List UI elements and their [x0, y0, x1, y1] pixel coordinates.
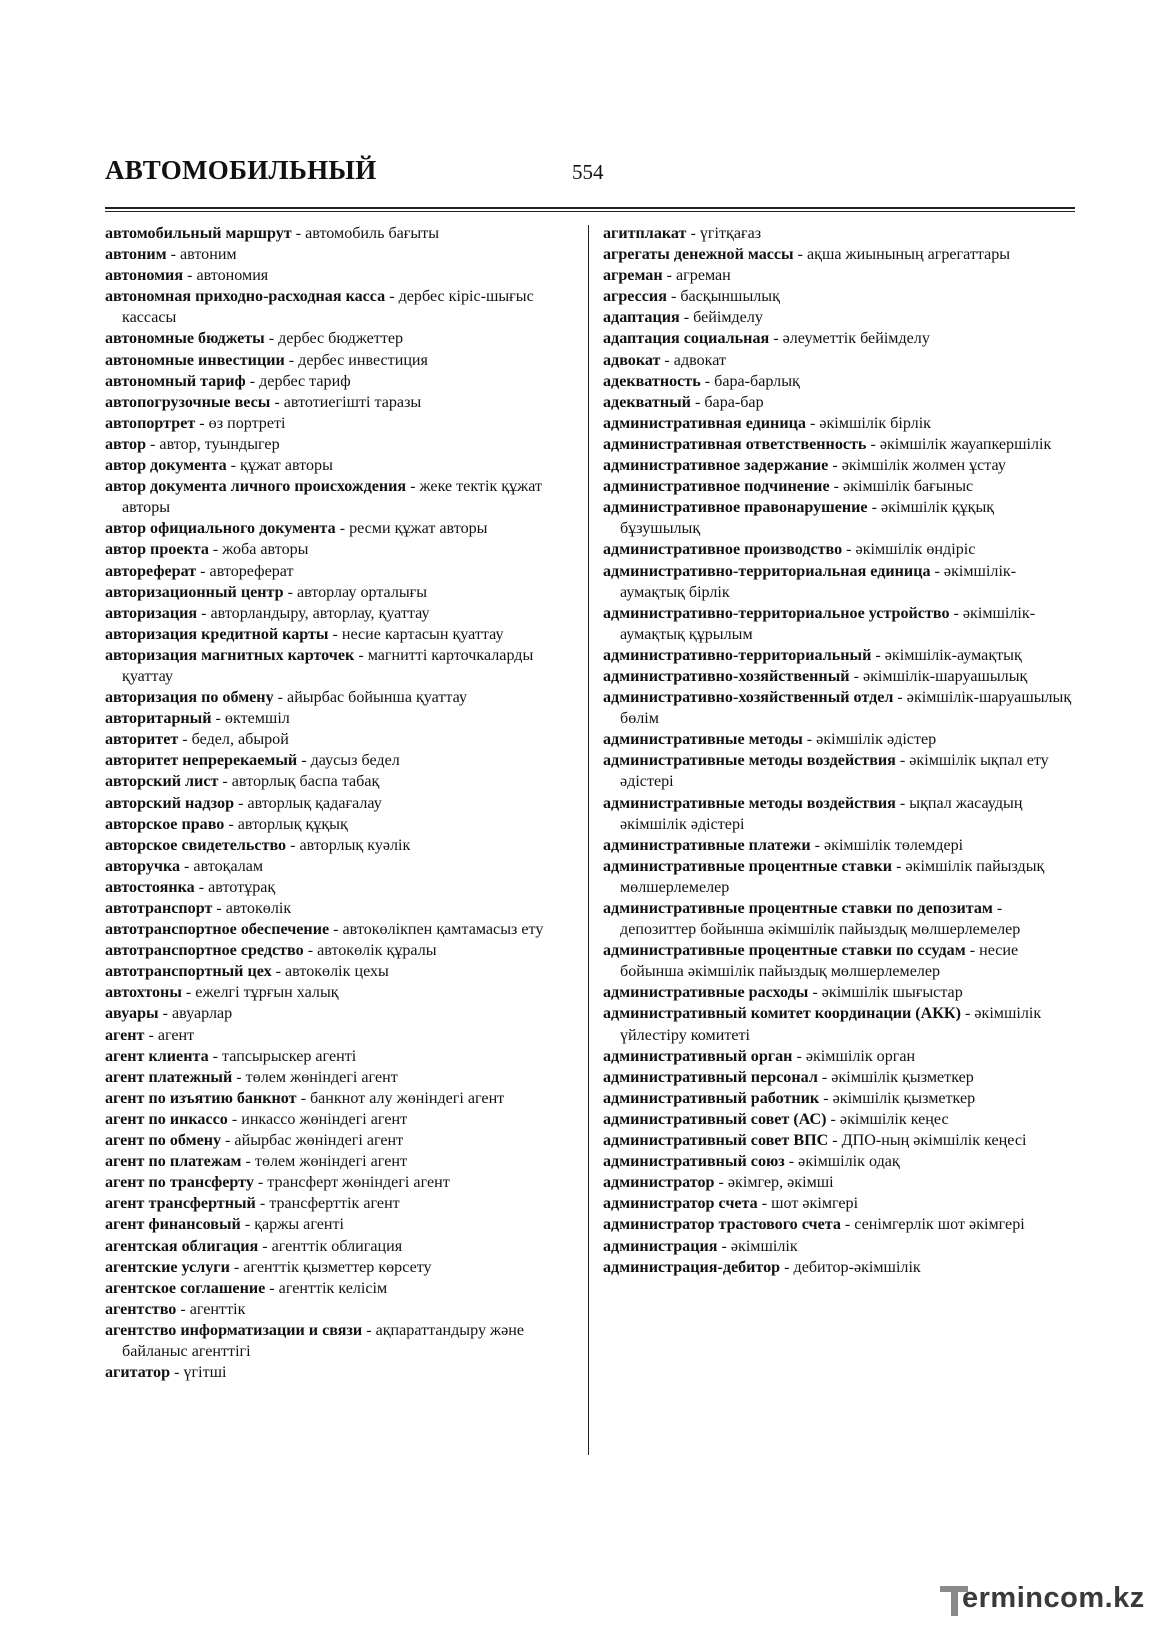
dictionary-entry — [105, 1320, 575, 1362]
entry-definition: - сенiмгерлiк шот әкiмгерi — [840, 1216, 1025, 1234]
dictionary-entry — [105, 1299, 575, 1320]
entry-term: административное подчинение — [603, 478, 830, 496]
entry-term: автотранспортное средство — [105, 942, 304, 960]
entry-definition: - әкiмшiлiк пайыздық мөлшерлемелер — [620, 857, 1045, 896]
dictionary-entry — [105, 877, 575, 898]
entry-term: авторучка — [105, 857, 181, 875]
entry-term: автоним — [105, 246, 167, 264]
entry-term: агитатор — [105, 1364, 171, 1382]
entry-term: автор проекта — [105, 541, 209, 559]
entry-definition: - дебитор-әкiмшiлiк — [780, 1258, 921, 1276]
column-divider — [588, 225, 589, 1455]
entry-term: автономный тариф — [105, 372, 246, 390]
entry-term: авторитет — [105, 731, 179, 749]
entry-term: авторское право — [105, 815, 225, 833]
dictionary-entry — [105, 856, 575, 877]
entry-definition: - авуарлар — [158, 1005, 233, 1023]
dictionary-entry — [105, 961, 575, 982]
entry-definition: - үгiтқағаз — [686, 225, 762, 242]
dictionary-entry — [105, 1193, 575, 1214]
entry-term: адвокат — [603, 351, 661, 369]
entry-term: агент трансфертный — [105, 1195, 256, 1213]
entry-term: автохтоны — [105, 984, 182, 1002]
entry-term: административные процентные ставки по депозитам — [603, 900, 993, 917]
entry-term: административная единица — [603, 414, 806, 432]
dictionary-entry — [105, 1214, 575, 1235]
entry-term: административные методы воздействия — [603, 794, 896, 812]
entry-term: административное правонарушение — [603, 499, 868, 517]
dictionary-entry — [105, 624, 575, 645]
dictionary-entry — [603, 539, 1073, 560]
entry-term: авторизация по обмену — [105, 689, 274, 707]
dictionary-entry — [105, 286, 575, 328]
entry-definition: - басқыншылық — [666, 288, 780, 306]
entry-definition: - автотұрақ — [194, 878, 276, 896]
dictionary-entry — [105, 350, 575, 371]
entry-term: административный совет (АС) — [603, 1110, 827, 1128]
entry-definition: - несие бойынша әкiмшiлiк пайыздық мөлшерлемелер — [620, 942, 1019, 981]
dictionary-entry — [105, 582, 575, 603]
entry-term: административно-территориальная единица — [603, 562, 931, 580]
entry-definition: - әкiмшiлiк бағыныс — [829, 478, 974, 496]
dictionary-entry — [105, 687, 575, 708]
entry-definition: - төлем жөнiндегi агент — [232, 1068, 398, 1086]
dictionary-entry — [105, 244, 575, 265]
entry-term: авторизация кредитной карты — [105, 625, 329, 643]
entry-definition: - әкiмшiлiк-шаруашылық бөлiм — [620, 689, 1072, 728]
dictionary-entry — [105, 223, 575, 244]
entry-definition: - агенттiк облигация — [258, 1237, 403, 1255]
dictionary-entry — [105, 1172, 575, 1193]
dictionary-entry — [603, 645, 1073, 666]
entry-term: автономные инвестиции — [105, 351, 285, 369]
entry-term: автор официального документа — [105, 520, 336, 538]
dictionary-entry — [603, 497, 1073, 539]
entry-term: автор документа личного происхождения — [105, 478, 407, 496]
entry-term: авторский надзор — [105, 794, 235, 812]
dictionary-entry — [603, 1130, 1073, 1151]
entry-term: административные платежи — [603, 836, 811, 854]
dictionary-entry — [105, 476, 575, 518]
entry-definition: - үгiтшi — [170, 1364, 227, 1382]
entry-definition: - әкiмгер, әкiмшi — [714, 1174, 834, 1192]
entry-definition: - бейiмделу — [679, 309, 763, 327]
dictionary-entry — [603, 1046, 1073, 1067]
entry-definition: - бара-барлық — [700, 372, 800, 390]
entry-term: авторское свидетельство — [105, 836, 287, 854]
entry-term: административные процентные ставки по ссудам — [603, 942, 966, 960]
dictionary-entry — [603, 476, 1073, 497]
entry-definition: - автокөлiк — [212, 900, 292, 917]
dictionary-entry — [603, 244, 1073, 265]
entry-definition: - бедел, абырой — [178, 731, 289, 749]
dictionary-entry — [603, 1172, 1073, 1193]
entry-definition: - автореферат — [196, 562, 294, 580]
dictionary-entry — [105, 814, 575, 835]
entry-definition: - әкiмшiлiк бiрлiк — [805, 414, 931, 432]
entry-term: агент — [105, 1026, 145, 1044]
entry-definition: - ресми құжат авторы — [335, 520, 488, 538]
dictionary-entry — [603, 793, 1073, 835]
dictionary-entry — [603, 982, 1073, 1003]
entry-definition: - дербес бюджеттер — [264, 330, 404, 348]
entry-definition: - авторлық қадағалау — [234, 794, 382, 812]
dictionary-entry — [603, 265, 1073, 286]
entry-definition: - автокөлiкпен қамтамасыз ету — [329, 921, 544, 939]
dictionary-entry — [603, 835, 1073, 856]
dictionary-entry — [603, 898, 1073, 940]
entry-definition: - әкiмшiлiк-аумақтық құрылым — [620, 604, 1036, 643]
dictionary-entry — [603, 371, 1073, 392]
entry-term: административно-хозяйственный отдел — [603, 689, 894, 707]
entry-term: автор документа — [105, 457, 227, 475]
entry-term: автотранспортный цех — [105, 963, 272, 981]
entry-term: административно-хозяйственный — [603, 667, 850, 685]
entry-term: администратор счета — [603, 1195, 758, 1213]
entry-definition: - автомобиль бағыты — [291, 225, 440, 242]
entry-term: административные процентные ставки — [603, 857, 893, 875]
dictionary-entry — [105, 413, 575, 434]
entry-definition: - бара-бар — [690, 393, 764, 411]
entry-definition: - депозиттер бойынша әкiмшiлiк пайыздық мөлшерлемелер — [620, 900, 1021, 939]
dictionary-entry — [603, 1257, 1073, 1278]
entry-term: административное задержание — [603, 457, 829, 475]
dictionary-entry — [105, 835, 575, 856]
dictionary-entry — [105, 919, 575, 940]
entry-definition: - әкiмшiлiк кеңес — [826, 1110, 949, 1128]
entry-term: административный союз — [603, 1153, 785, 1171]
header-rule-thick — [105, 207, 1075, 209]
entry-definition: - ақпараттандыру және байланыс агенттiгi — [122, 1321, 525, 1360]
entry-term: административные методы воздействия — [603, 752, 896, 770]
entry-term: агент платежный — [105, 1068, 233, 1086]
entry-definition: - әкiмшiлiк қызметкер — [817, 1068, 974, 1086]
entry-definition: - қаржы агентi — [240, 1216, 344, 1234]
entry-definition: - даусыз бедел — [297, 752, 400, 770]
dictionary-entry — [105, 603, 575, 624]
dictionary-entry — [603, 1088, 1073, 1109]
entry-definition: - жеке тектiк құжат авторы — [122, 478, 543, 517]
watermark-text: ermincom.kz — [962, 1582, 1145, 1614]
entry-term: агентство информатизации и связи — [105, 1321, 363, 1339]
dictionary-entry — [603, 666, 1073, 687]
entry-term: администратор трастового счета — [603, 1216, 841, 1234]
dictionary-entry — [603, 350, 1073, 371]
entry-term: агентская облигация — [105, 1237, 259, 1255]
right-column — [603, 223, 1073, 1278]
entry-definition: - әкiмшiлiк — [717, 1237, 798, 1255]
entry-definition: - инкассо жөнiндегi агент — [227, 1110, 408, 1128]
entry-term: автономия — [105, 267, 184, 285]
entry-definition: - айырбас жөнiндегi агент — [221, 1132, 404, 1150]
entry-term: администрация — [603, 1237, 718, 1255]
dictionary-entry — [603, 286, 1073, 307]
entry-term: агентские услуги — [105, 1258, 230, 1276]
entry-definition: - жоба авторы — [208, 541, 309, 559]
entry-term: авторизационный центр — [105, 583, 284, 601]
entry-definition: - агреман — [662, 267, 731, 285]
dictionary-entry — [603, 940, 1073, 982]
entry-definition: - ықпал жасаудың әкiмшiлiк әдiстерi — [620, 794, 1023, 833]
entry-term: административный совет ВПС — [603, 1132, 829, 1150]
entry-definition: - әкiмшiлiк-аумақтық — [871, 646, 1022, 664]
dictionary-entry — [105, 750, 575, 771]
entry-term: агрессия — [603, 288, 667, 306]
entry-definition: - авторлау орталығы — [283, 583, 428, 601]
dictionary-entry — [603, 1214, 1073, 1235]
dictionary-entry — [105, 982, 575, 1003]
entry-term: агент по инкассо — [105, 1110, 228, 1128]
dictionary-entry — [105, 1236, 575, 1257]
entry-definition: - дербес инвестиция — [284, 351, 428, 369]
entry-term: административный работник — [603, 1089, 820, 1107]
dictionary-entry — [105, 1109, 575, 1130]
entry-definition: - автор, туындыгер — [146, 435, 280, 453]
dictionary-entry — [105, 371, 575, 392]
entry-term: агреман — [603, 267, 663, 285]
entry-definition: - агенттiк қызметтер көрсету — [229, 1258, 432, 1276]
entry-term: агентское соглашение — [105, 1279, 266, 1297]
entry-term: агент по трансферту — [105, 1174, 254, 1192]
entry-definition: - әкiмшiлiк-шаруашылық — [849, 667, 1028, 685]
entry-definition: - құжат авторы — [226, 457, 333, 475]
entry-term: авторский лист — [105, 773, 219, 791]
dictionary-entry — [105, 392, 575, 413]
dictionary-entry — [105, 771, 575, 792]
dictionary-entry — [105, 455, 575, 476]
dictionary-entry — [603, 1193, 1073, 1214]
entry-term: адекватный — [603, 393, 691, 411]
dictionary-entry — [105, 434, 575, 455]
entry-definition: - ақша жиынының агрегаттары — [793, 246, 1011, 264]
entry-term: авуары — [105, 1005, 159, 1023]
entry-definition: - өктемшiл — [211, 710, 290, 728]
entry-definition: - авторлық куәлiк — [286, 836, 411, 854]
dictionary-entry — [105, 1362, 575, 1383]
entry-term: агентство — [105, 1300, 177, 1318]
entry-definition: - әкiмшiлiк-аумақтық бiрлiк — [620, 562, 1017, 601]
dictionary-entry — [105, 898, 575, 919]
entry-definition: - агент — [144, 1026, 195, 1044]
header-rule-thin — [105, 211, 1075, 212]
entry-term: административно-территориальный — [603, 646, 872, 664]
entry-definition: - әкiмшiлiк жолмен ұстау — [828, 457, 1006, 475]
dictionary-entry — [603, 307, 1073, 328]
dictionary-entry — [603, 455, 1073, 476]
entry-term: автономные бюджеты — [105, 330, 265, 348]
entry-term: адаптация социальная — [603, 330, 770, 348]
entry-definition: - автокөлiк құралы — [303, 942, 437, 960]
dictionary-entry — [603, 1067, 1073, 1088]
entry-definition: - агенттiк — [176, 1300, 246, 1318]
dictionary-entry — [603, 750, 1073, 792]
dictionary-entry — [603, 1003, 1073, 1045]
watermark-logo — [940, 1580, 1145, 1620]
entry-term: автопогрузочные весы — [105, 393, 271, 411]
entry-term: автопортрет — [105, 414, 196, 432]
dictionary-entry — [603, 392, 1073, 413]
dictionary-entry — [105, 265, 575, 286]
entry-definition: - әкiмшiлiк төлемдерi — [810, 836, 964, 854]
dictionary-entry — [105, 1257, 575, 1278]
dictionary-entry — [105, 729, 575, 750]
dictionary-entry — [603, 1109, 1073, 1130]
dictionary-entry — [105, 645, 575, 687]
entry-definition: - адвокат — [660, 351, 726, 369]
entry-definition: - агенттiк келiсiм — [265, 1279, 388, 1297]
entry-term: агрегаты денежной массы — [603, 246, 794, 264]
entry-definition: - айырбас бойынша қуаттау — [273, 689, 468, 707]
entry-term: административный комитет координации (АКК) — [603, 1005, 961, 1023]
entry-definition: - әкiмшiлiк шығыстар — [808, 984, 963, 1002]
entry-term: административная ответственность — [603, 435, 867, 453]
entry-definition: - әкiмшiлiк әдiстер — [802, 731, 937, 749]
entry-definition: - авторлық құқық — [224, 815, 348, 833]
entry-term: авторизация — [105, 604, 198, 622]
entry-definition: - трансферт жөнiндегi агент — [253, 1174, 450, 1192]
entry-term: административно-территориальное устройство — [603, 604, 950, 622]
entry-definition: - шот әкiмгерi — [757, 1195, 859, 1213]
entry-term: адаптация — [603, 309, 680, 327]
page-number: 554 — [572, 160, 604, 184]
entry-definition: - ДПО-ның әкiмшiлiк кеңесi — [828, 1132, 1027, 1150]
entry-term: администрация-дебитор — [603, 1258, 781, 1276]
entry-definition: - әкiмшiлiк құқық бұзушылық — [620, 499, 995, 538]
entry-term: автомобильный маршрут — [105, 225, 292, 242]
dictionary-entry — [105, 1151, 575, 1172]
dictionary-entry — [603, 856, 1073, 898]
entry-definition: - әкiмшiлiк орган — [792, 1047, 916, 1065]
entry-definition: - автоқалам — [180, 857, 264, 875]
entry-definition: - магниттi карточкаларды қуаттау — [122, 646, 534, 685]
entry-term: агент клиента — [105, 1047, 209, 1065]
entry-definition: - автотиегіштi таразы — [270, 393, 422, 411]
entry-definition: - ежелгi тұрғын халық — [181, 984, 339, 1002]
dictionary-entry — [105, 940, 575, 961]
entry-term: агент по платежам — [105, 1153, 242, 1171]
dictionary-entry — [105, 518, 575, 539]
entry-term: администратор — [603, 1174, 715, 1192]
dictionary-entry — [603, 687, 1073, 729]
dictionary-entry — [105, 793, 575, 814]
dictionary-entry — [603, 223, 1073, 244]
left-column — [105, 223, 575, 1383]
entry-term: агитплакат — [603, 225, 687, 242]
entry-term: автотранспортное обеспечение — [105, 921, 330, 939]
dictionary-entry — [105, 708, 575, 729]
entry-definition: - автокөлiк цехы — [271, 963, 389, 981]
entry-definition: - автономия — [183, 267, 269, 285]
entry-term: агент по изъятию банкнот — [105, 1089, 297, 1107]
entry-term: административное производство — [603, 541, 843, 559]
dictionary-entry — [603, 729, 1073, 750]
dictionary-entry — [603, 603, 1073, 645]
dictionary-entry — [603, 1151, 1073, 1172]
entry-definition: - авторлық баспа табақ — [218, 773, 380, 791]
entry-definition: - әлеуметтiк бейiмделу — [769, 330, 930, 348]
entry-term: авторитарный — [105, 710, 212, 728]
dictionary-entry — [105, 539, 575, 560]
entry-term: автостоянка — [105, 878, 195, 896]
entry-term: авторитет непререкаемый — [105, 752, 298, 770]
dictionary-entry — [603, 561, 1073, 603]
watermark-t-stem — [951, 1586, 958, 1616]
entry-term: адекватность — [603, 372, 701, 390]
dictionary-entry — [105, 1046, 575, 1067]
entry-definition: - автоним — [166, 246, 237, 264]
dictionary-entry — [603, 328, 1073, 349]
entry-definition: - төлем жөнiндегi агент — [241, 1153, 407, 1171]
entry-definition: - трансферттiк агент — [255, 1195, 400, 1213]
entry-definition: - тапсырыскер агентi — [208, 1047, 357, 1065]
entry-definition: - әкiмшiлiк ықпал ету әдiстерi — [620, 752, 1049, 791]
page-title: АВТОМОБИЛЬНЫЙ — [105, 155, 377, 185]
entry-term: административные расходы — [603, 984, 809, 1002]
entry-definition: - несие картасын қуаттау — [328, 625, 504, 643]
entry-term: авторизация магнитных карточек — [105, 646, 355, 664]
dictionary-entry — [105, 1025, 575, 1046]
dictionary-entry — [105, 1088, 575, 1109]
entry-definition: - дербес кіріс-шығыс кассасы — [122, 288, 534, 327]
entry-definition: - авторландыру, авторлау, қуаттау — [197, 604, 430, 622]
dictionary-entry — [105, 1003, 575, 1024]
entry-term: автор — [105, 435, 147, 453]
dictionary-entry — [105, 1278, 575, 1299]
dictionary-entry — [105, 328, 575, 349]
entry-definition: - өз портретi — [195, 414, 286, 432]
dictionary-entry — [105, 561, 575, 582]
dictionary-entry — [603, 1236, 1073, 1257]
dictionary-entry — [603, 434, 1073, 455]
entry-term: агент финансовый — [105, 1216, 241, 1234]
entry-term: административный персонал — [603, 1068, 818, 1086]
entry-term: автономная приходно-расходная касса — [105, 288, 386, 306]
dictionary-entry — [105, 1067, 575, 1088]
entry-term: агент по обмену — [105, 1132, 222, 1150]
entry-term: автотранспорт — [105, 900, 213, 917]
dictionary-entry — [603, 413, 1073, 434]
entry-definition: - дербес тариф — [245, 372, 351, 390]
entry-term: административный орган — [603, 1047, 793, 1065]
entry-definition: - әкiмшiлiк үйлестiру комитетi — [620, 1005, 1042, 1044]
entry-definition: - әкiмшiлiк өндiрiс — [842, 541, 976, 559]
entry-definition: - әкiмшiлiк қызметкер — [819, 1089, 976, 1107]
entry-definition: - банкнот алу жөнiндегi агент — [296, 1089, 505, 1107]
entry-definition: - әкiмшiлiк одақ — [784, 1153, 900, 1171]
entry-term: административные методы — [603, 731, 803, 749]
entry-term: автореферат — [105, 562, 197, 580]
dictionary-entry — [105, 1130, 575, 1151]
entry-definition: - әкiмшiлiк жауапкершiлiк — [866, 435, 1052, 453]
